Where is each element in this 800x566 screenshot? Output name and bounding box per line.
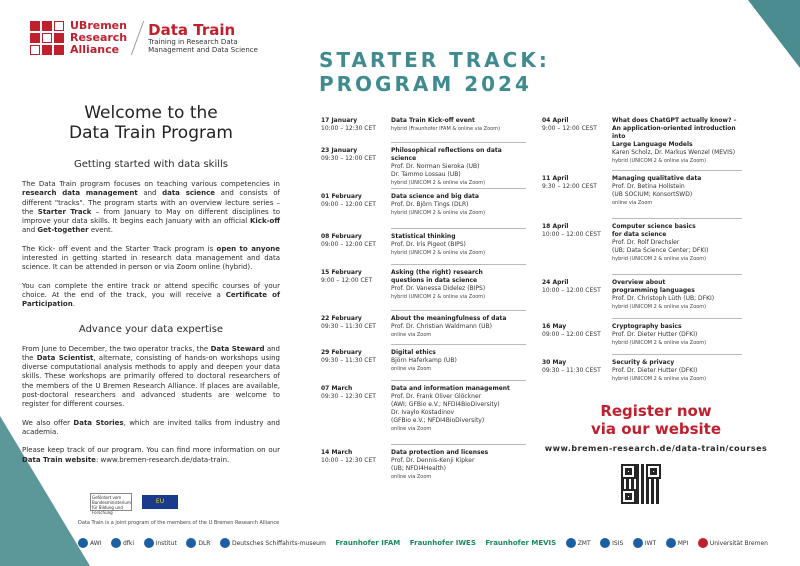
data-train-subtitle: Training in Research Data Management and Data Science — [148, 38, 258, 54]
event-speaker: Prof. Dr. Dennis-Kenji Kipker — [391, 457, 475, 464]
partner-name: Fraunhofer IFAM — [335, 539, 401, 547]
partner-mark-icon — [144, 538, 154, 548]
bold-run: Starter Track — [37, 207, 92, 216]
event-date: 07 March — [321, 385, 353, 392]
event-time: 09:30 – 12:00 CET — [321, 155, 376, 162]
ubremen-logo-icon — [30, 21, 64, 55]
event-location: hybrid (UNICOM 2 & online via Zoom) — [391, 294, 486, 300]
event-info — [612, 223, 742, 263]
event-time: 9:30 – 12:00 CEST — [542, 183, 597, 190]
intro-paragraph-2: The Kick- off event and the Starter Track program is open to anyone interested in getting started in research data management and data science. It can be attended in person or via Zoom online (hybrid). — [22, 244, 281, 272]
event-date: 30 May — [542, 359, 567, 366]
partner-name: AWI — [90, 539, 102, 547]
partner-name: MPI — [677, 539, 689, 547]
schedule-event — [321, 233, 526, 257]
event-separator — [612, 218, 742, 219]
event-date-time — [321, 233, 391, 257]
event-title: Managing qualitative data — [612, 175, 702, 182]
joint-program-note: Data Train is a joint program of the members of the U Bremen Research Alliance — [78, 520, 280, 526]
event-info — [391, 315, 526, 339]
event-date-time — [321, 117, 391, 133]
event-speaker: Prof. Dr. Dieter Hutter (DFKI) — [612, 331, 698, 338]
schedule-event — [321, 385, 526, 433]
event-date: 23 January — [321, 147, 358, 154]
event-title: for data science — [612, 231, 667, 238]
event-date-time — [321, 147, 391, 187]
partner-logo — [666, 538, 689, 548]
bold-run: Data Scientist — [36, 353, 94, 362]
event-speaker: Karen Scholz, Dr. Markus Wenzel (MEVIS) — [612, 149, 736, 156]
event-date: 01 February — [321, 193, 362, 200]
event-date-time — [321, 385, 391, 433]
register-line-2: via our website — [590, 420, 722, 438]
advance-paragraph-3: Please keep track of our program. You can find more information on our Data Train website: www.bremen-research.de/data-train. — [22, 446, 280, 464]
partner-mark-icon — [566, 538, 576, 548]
partner-name: dfki — [123, 539, 135, 547]
event-speaker: (UB SOCIUM; KonsortSWD) — [612, 191, 693, 198]
partner-mark-icon — [220, 538, 230, 548]
event-date: 24 April — [542, 279, 569, 286]
event-location: hybrid (UNICOM 2 & online via Zoom) — [391, 250, 486, 256]
event-speaker: Prof. Dr. Betina Hollstein — [612, 183, 685, 190]
title-line-1: STARTER TRACK: — [319, 48, 550, 72]
event-date-time — [321, 315, 391, 339]
bold-run: Certificate of Participation — [22, 290, 280, 309]
schedule-event — [542, 223, 742, 263]
partner-logo — [485, 539, 556, 547]
event-title: Security & privacy — [612, 359, 675, 366]
welcome-heading — [22, 103, 280, 143]
event-date: 08 February — [321, 233, 362, 240]
partner-name: Universität Bremen — [709, 539, 768, 547]
partner-name: IWT — [644, 539, 657, 547]
event-time: 09:30 – 11:30 CET — [321, 323, 376, 330]
event-date-time — [542, 323, 612, 347]
event-separator — [391, 228, 526, 229]
logo-divider — [131, 21, 144, 55]
partner-logo — [220, 538, 326, 548]
event-date: 04 April — [542, 117, 569, 124]
ub-line-2: Research — [70, 31, 128, 44]
event-date-time — [542, 359, 612, 383]
bold-run: Get-together — [37, 226, 89, 235]
event-time: 09:00 – 12:00 CET — [321, 201, 376, 208]
event-time: 10:00 – 12:00 CEST — [542, 231, 601, 238]
partner-logo — [186, 538, 210, 548]
schedule-event — [321, 193, 526, 217]
event-speaker: Dr. Tammo Lossau (UB) — [391, 171, 461, 178]
partner-logos-row — [78, 532, 768, 554]
event-info — [612, 117, 742, 165]
event-speaker: (GFBio e.V.; NFDI4BioDiversity) — [391, 417, 485, 424]
event-separator — [391, 444, 526, 445]
event-title: Philosophical reflections on data science — [391, 147, 502, 162]
event-title: An application-oriented introduction into — [612, 125, 736, 140]
register-line-1: Register now — [600, 402, 712, 420]
welcome-line-1: Welcome to the — [84, 103, 218, 123]
event-title: Data science and big data — [391, 193, 479, 200]
event-location: online via Zoom — [391, 332, 432, 338]
schedule-event — [542, 117, 742, 165]
partner-logo — [600, 538, 623, 548]
event-title: Large Language Models — [612, 141, 693, 148]
event-info — [391, 385, 526, 433]
event-date-time — [321, 449, 391, 481]
partner-mark-icon — [111, 538, 121, 548]
partner-mark-icon — [600, 538, 610, 548]
intro-column — [22, 103, 280, 474]
partner-mark-icon — [698, 538, 708, 548]
partner-logo — [111, 538, 134, 548]
bold-run: research data management — [22, 189, 138, 198]
event-info — [612, 359, 742, 383]
event-info — [391, 269, 526, 301]
event-date: 11 April — [542, 175, 569, 182]
schedule-event — [321, 349, 526, 373]
welcome-line-2: Data Train Program — [69, 123, 233, 143]
header-logos — [30, 20, 268, 56]
event-info — [391, 233, 526, 257]
event-date-time — [321, 193, 391, 217]
data-train-logo — [148, 22, 268, 54]
event-info — [391, 449, 526, 481]
event-date-time — [321, 349, 391, 373]
event-speaker: Prof. Dr. Dieter Hutter (DFKI) — [612, 367, 698, 374]
event-time: 09:00 – 12:00 CET — [321, 241, 376, 248]
schedule-event — [321, 117, 526, 133]
schedule-event — [321, 449, 526, 481]
ub-line-3: Alliance — [70, 43, 120, 56]
event-info — [391, 117, 526, 133]
event-info — [391, 193, 526, 217]
event-date: 15 February — [321, 269, 362, 276]
event-time: 9:00 – 12:00 CEST — [542, 125, 597, 132]
event-info — [612, 175, 742, 207]
bold-run: Kick-off — [249, 217, 280, 226]
schedule-event — [542, 175, 742, 207]
event-title: Digital ethics — [391, 349, 436, 356]
event-date-time — [542, 223, 612, 263]
event-speaker: Prof. Dr. Christoph Lüth (UB; DFKI) — [612, 295, 715, 302]
courses-url-link[interactable]: www.bremen-research.de/data-train/courses — [544, 444, 768, 453]
event-date-time — [542, 175, 612, 207]
intro-paragraph-3: You can complete the entire track or attend specific courses of your choice. At the end of the track, you will receive a Certificate of Participation. — [22, 281, 280, 309]
partner-mark-icon — [666, 538, 676, 548]
event-date-time — [321, 269, 391, 301]
event-separator — [391, 344, 526, 345]
event-separator — [612, 318, 742, 319]
ub-line-1: UBremen — [70, 19, 127, 32]
event-time: 09:30 – 11:30 CEST — [542, 367, 601, 374]
event-speaker: (UB; Data Science Center; DFKI) — [612, 247, 709, 254]
event-time: 09:00 – 12:00 CEST — [542, 331, 601, 338]
partner-name: Fraunhofer IWES — [409, 539, 476, 547]
decorative-corner-top-right — [748, 0, 800, 68]
schedule-event — [321, 269, 526, 301]
event-speaker: Prof. Dr. Christian Waldmann (UB) — [391, 323, 492, 330]
event-title: What does ChatGPT actually know? – — [612, 117, 737, 124]
event-location: online via Zoom — [391, 426, 432, 432]
event-title: Asking (the right) research — [391, 269, 483, 276]
event-title: Overview about — [612, 279, 666, 286]
partner-name: Institut — [155, 539, 177, 547]
partner-logo — [335, 539, 400, 547]
partner-logo — [144, 538, 177, 548]
event-info — [612, 323, 742, 347]
section-heading-advance: Advance your data expertise — [78, 323, 224, 335]
partner-name: ZMT — [577, 539, 591, 547]
event-date: 17 January — [321, 117, 358, 124]
event-title: Data protection and licenses — [391, 449, 489, 456]
bmbf-logo: Gefördert vom Bundesministerium für Bildung und Forschung — [92, 495, 131, 515]
partner-name: ISIS — [612, 539, 624, 547]
event-speaker: Dr. Ivaylo Kostadinov — [391, 409, 455, 416]
schedule-event — [542, 323, 742, 347]
partner-name: Fraunhofer MEVIS — [485, 539, 557, 547]
data-train-title: Data Train — [148, 21, 236, 39]
event-time: 09:30 – 11:30 CET — [321, 357, 376, 364]
event-speaker: Prof. Dr. Iris Pigeot (BIPS) — [391, 241, 466, 248]
schedule-event — [321, 147, 526, 187]
partner-logo — [410, 539, 476, 547]
event-location: hybrid (UNICOM 2 & online via Zoom) — [612, 158, 707, 164]
event-title: About the meaningfulness of data — [391, 315, 507, 322]
event-date: 14 March — [321, 449, 353, 456]
event-location: hybrid (UNICOM 2 & online via Zoom) — [391, 180, 486, 186]
event-date-time — [542, 117, 612, 165]
event-speaker: Prof. Dr. Björn Tings (DLR) — [391, 201, 469, 208]
event-time: 10:00 – 12:00 CEST — [542, 287, 601, 294]
event-speaker: Prof. Dr. Rolf Drechsler — [612, 239, 680, 246]
event-location: hybrid (UNICOM 2 & online via Zoom) — [612, 376, 707, 382]
event-speaker: Prof. Dr. Norman Sieroka (UB) — [391, 163, 480, 170]
event-time: 10:00 – 12:30 CET — [321, 125, 376, 132]
event-title: Data Train Kick-off event — [391, 117, 475, 124]
intro-paragraph-1: The Data Train program focuses on teaching various competencies in research data management and data science and consists of different "tracks". The program starts with an overview lecture series – the Starter Track – from January to May on different disciplines to improve your data skills. It begins each January with an official Kick-off and Get-together event. — [22, 180, 280, 235]
event-speaker: Prof. Dr. Vanessa Didelez (BIPS) — [391, 285, 486, 292]
event-date: 16 May — [542, 323, 567, 330]
qr-code[interactable] — [621, 464, 661, 504]
partner-name: Deutsches Schiffahrts-museum — [231, 539, 326, 547]
partner-name: DLR — [198, 539, 211, 547]
event-time: 09:30 – 12:30 CET — [321, 393, 376, 400]
bold-run: open to anyone — [216, 244, 281, 253]
event-title: programming languages — [612, 287, 695, 294]
partner-logo — [566, 538, 591, 548]
register-callout — [541, 402, 771, 438]
event-date: 29 February — [321, 349, 362, 356]
event-time: 10:00 – 12:30 CET — [321, 457, 376, 464]
partner-mark-icon — [633, 538, 643, 548]
section-heading-getting-started: Getting started with data skills — [74, 159, 228, 170]
event-title: Computer science basics — [612, 223, 696, 230]
partner-mark-icon — [186, 538, 196, 548]
event-title: questions in data science — [391, 277, 478, 284]
event-separator — [612, 274, 742, 275]
event-title: Cryptography basics — [612, 323, 682, 330]
event-separator — [391, 264, 526, 265]
event-location: online via Zoom — [391, 474, 432, 480]
event-date: 22 February — [321, 315, 362, 322]
event-location: hybrid (Fraunhofer IFAM & online via Zoom) — [391, 126, 501, 132]
event-separator — [391, 310, 526, 311]
bold-run: Data Stories — [73, 418, 124, 427]
schedule-event — [542, 359, 742, 383]
event-info — [612, 279, 742, 311]
eu-flag-logo: EU — [142, 495, 178, 509]
event-time: 9:00 – 12:00 CET — [321, 277, 373, 284]
event-title: Statistical thinking — [391, 233, 456, 240]
event-info — [391, 349, 526, 373]
partner-logo — [633, 538, 656, 548]
event-speaker: (UB; NFDI4Health) — [391, 465, 446, 472]
bold-run: Data Train website — [22, 455, 96, 464]
schedule-event — [321, 315, 526, 339]
event-location: online via Zoom — [612, 200, 653, 206]
advance-paragraph-1: From June to December, the two operator tracks, the Data Steward and the Data Scientist, alternate, consisting of hands-on workshops using diverse computational analysis methods to apply and deepen your data skills. These workshops are primarily offered to doctoral researchers of the members of the U Bremen Research Alliance. If places are available, post-doctoral researchers and advanced students are welcome to register for different courses. — [22, 344, 280, 409]
event-location: hybrid (UNICOM 2 & online via Zoom) — [612, 340, 707, 346]
event-separator — [391, 142, 526, 143]
event-speaker: Björn Haferkamp (UB) — [391, 357, 457, 364]
partner-mark-icon — [78, 538, 88, 548]
partner-logo — [698, 538, 768, 548]
event-location: hybrid (UNICOM 2 & online via Zoom) — [391, 210, 486, 216]
event-separator — [391, 188, 526, 189]
event-separator — [612, 170, 742, 171]
event-location: hybrid (UNICOM 2 & online via Zoom) — [612, 304, 707, 310]
event-info — [391, 147, 526, 187]
event-title: Data and information management — [391, 385, 510, 392]
partner-logo — [78, 538, 101, 548]
bold-run: data science — [162, 189, 216, 198]
event-date-time — [542, 279, 612, 311]
event-separator — [391, 380, 526, 381]
event-location: hybrid (UNICOM 2 & online via Zoom) — [612, 256, 707, 262]
event-separator — [612, 354, 742, 355]
advance-paragraph-2: We also offer Data Stories, which are invited talks from industry and academia. — [22, 418, 280, 436]
funding-logos — [90, 493, 178, 515]
event-date: 18 April — [542, 223, 569, 230]
title-line-2: PROGRAM 2024 — [319, 72, 532, 96]
event-location: online via Zoom — [391, 366, 432, 372]
bold-run: Data Steward — [210, 344, 265, 353]
page-title — [319, 48, 550, 96]
event-speaker: (AWI; GFBio e.V.; NFDI4BioDiversity) — [391, 401, 500, 408]
event-speaker: Prof. Dr. Frank Oliver Glöckner — [391, 393, 482, 400]
ubremen-logo-text — [70, 20, 127, 56]
schedule-event — [542, 279, 742, 311]
